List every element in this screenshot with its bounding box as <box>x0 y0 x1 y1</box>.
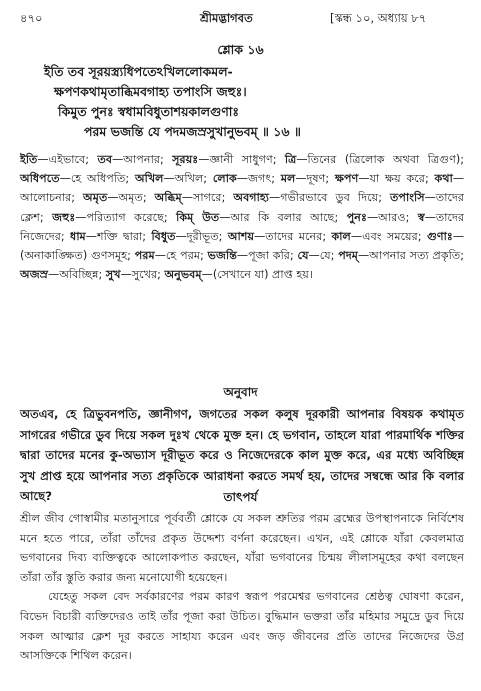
synonym-term: স্ব <box>417 210 425 224</box>
page-header <box>0 10 481 28</box>
synonym-meaning: দূষণ; <box>306 172 330 186</box>
synonym-term: অমৃত <box>83 191 108 205</box>
synonym-meaning: শক্তি দ্বারা; <box>96 229 147 243</box>
synonym-term: অনুভবম্ <box>164 268 202 282</box>
purport-paragraph: শ্রীল জীব গোস্বামীর মতানুসারে পূর্ববর্তী শ্লোকে যে সকল শ্রুতির পরম ব্রহ্মের উপস্থাপনাকে নির্বিশেষ মনে হতে পারে, তাঁরা তাঁদের প্রকৃত উদ্দেশ্য বর্ণনা করেছেন। এখন, এই শ্লোকে যাঁরা কেবলমাত্র ভগবানের দিব্য ব্যক্তিত্বকে আলোকপাত করছেন, যাঁরা ভগবানের চিন্ময় লীলাসমূহের কথা বলছেন তাঁরা তাঁর স্তুতি করার জন্য মনোযোগী হয়েছেন। <box>20 512 464 584</box>
synonym-meaning: আলোচনার; <box>20 191 76 205</box>
synonym-term: অব্ধিম্ <box>154 191 182 205</box>
verse-line: কিমুত পুনঃ স্বধামবিধুতাশয়কালগুণাঃ <box>58 104 240 119</box>
synonym-meaning: গভীরভাবে ডুব দিয়ে; <box>280 191 382 205</box>
synonym-term: সুখ <box>105 268 121 282</box>
synonym-term: লোক <box>212 172 237 186</box>
synonym-meaning: অখিল; <box>174 172 208 186</box>
purport-paragraph: যেহেতু সকল বেদ সর্বকারণের পরম কারণ স্বরূপ পরমেশ্বর ভগবানের শ্রেষ্ঠত্ব ঘোষণা করেন, বিভেদ বিচারী ব্যক্তিদেরও তাই তাঁর পূজা করা উচিত। বুদ্ধিমান ভক্তরা তাঁর মহিমার সমুদ্রে ডুব দিয়ে সকল আত্মার ক্লেশ দূর করতে সাহায্য করেন এবং জড় জীবনের প্রতি তাদের নিজেদের উগ্র আসক্তিকে শিথিল করেন। <box>20 590 464 663</box>
verse-text <box>44 62 464 142</box>
book-title: শ্রীমদ্ভাগবত <box>200 11 253 25</box>
synonym-term: ভজন্তি <box>207 249 237 263</box>
synonym-meaning: জ্ঞানী সাধুগণ; <box>209 153 277 166</box>
word-for-word-synonyms: ইতি—এইভাবে; তব—আপনার; সূরয়ঃ—জ্ঞানী সাধুগণ; ত্রি—তিনের (ত্রিলোক অথবা ত্রিগুণ); অধিপতে—হে অধিপতি; অখিল—অখিল; লোক—জগৎ; মল—দূষণ; ক্ষপণ—যা ক্ষয় করে; কথা—আলোচনার; অমৃত—অমৃত; অব্ধিম্—সাগরে; অবগাহ্য—গভীরভাবে ডুব দিয়ে; তপাংসি—তাদের ক্লেশ; জহুঃ—পরিত্যাগ করেছে; কিম্ উত—আর কি বলার আছে; পুনঃ—আরও; স্ব—তাদের নিজেদের; ধাম—শক্তি দ্বারা; বিধুত—দূরীভূত; আশয়—তাদের মনের; কাল—এবং সময়ের; গুণাঃ—(অনাকাঙ্ক্ষিত) গুণসমূহ; পরম—হে পরম; ভজন্তি—পূজা করি; যে—যে; পদম্—আপনার সত্য প্রকৃতি; অজস্র—অবিচ্ছিন্ন; সুখ—সুখের; অনুভবম্—(সেখানে যা) প্রাপ্ত হয়। <box>20 153 465 282</box>
synonym-term: ইতি <box>20 153 38 166</box>
synonym-meaning: সাগরে; <box>192 191 226 205</box>
canto-chapter-reference: [স্কন্ধ ১০, অধ্যায় ৮৭ <box>330 11 427 25</box>
synonym-meaning: সুখের; <box>131 268 161 282</box>
page-number: ৪৭০ <box>20 11 43 25</box>
translation-text: অতএব, হে ত্রিভুবনপতি, জ্ঞানীগণ, জগতের সকল কলুষ দূরকারী আপনার বিষয়ক কথামৃত সাগরের গভীরে ডুব দিয়ে সকল দুঃখ থেকে মুক্ত হন। হে ভগবান, তাহলে যারা পারমার্থিক শক্তির দ্বারা তাদের মনের কু-অভ্যাস দূরীভূত করে ও নিজেদেরকে কাল মুক্ত করে, এর মধ্যে অবিচ্ছিন্ন সুখ প্রাপ্ত হয়ে আপনার সত্য প্রকৃতিকে আরাধনা করতে সমর্থ হয়, তাদের সম্বন্ধে আর কি বলার আছে? <box>20 407 464 503</box>
synonym-meaning: (সেখানে যা) প্রাপ্ত হয়। <box>212 268 313 282</box>
synonym-term: বিধুত <box>151 229 176 243</box>
verse-line: পরম ভজন্তি যে পদমজস্রসুখানুভবম্ ॥ ১৬ ॥ <box>84 124 301 139</box>
synonym-meaning: এইভাবে; <box>48 153 90 166</box>
synonym-term: অধিপতে <box>20 172 60 186</box>
synonym-term: পরম <box>134 249 155 263</box>
synonym-meaning: তাদের নিজেদের; <box>20 210 465 243</box>
synonym-meaning: তাদের মনের; <box>265 229 327 243</box>
synonym-term: কিম্ উত <box>176 210 220 224</box>
synonym-term: অখিল <box>134 172 164 186</box>
synonym-meaning: দূরীভূত; <box>186 229 223 243</box>
synonym-meaning: আপনার সত্য প্রকৃতি; <box>369 249 465 263</box>
synonym-term: সূরয়ঃ <box>172 153 199 166</box>
synonym-meaning: হে অধিপতি; <box>70 172 130 186</box>
synonym-term: আশয় <box>227 229 255 243</box>
synonym-meaning: আরও; <box>378 210 410 224</box>
synonym-term: কথা <box>434 172 453 186</box>
synonym-term: জহুঃ <box>52 210 76 224</box>
synonym-meaning: অবিচ্ছিন্ন; <box>59 268 103 282</box>
synonym-meaning: তিনের (ত্রিলোক অথবা ত্রিগুণ); <box>307 153 464 166</box>
synonym-term: ক্ষপণ <box>334 172 359 186</box>
synonym-meaning: জগৎ; <box>247 172 276 186</box>
synonym-term: মল <box>280 172 296 186</box>
synonym-term: ধাম <box>70 229 86 243</box>
synonym-term: পদম্ <box>338 249 358 263</box>
synonym-term: গুণাঃ <box>426 229 453 243</box>
verse-line: ইতি তব সূরয়স্ত্র্যধিপতেঽখিললোকমল- <box>44 64 233 79</box>
synonym-term: অবগাহ্য <box>233 191 270 205</box>
synonym-meaning: তাদের ক্লেশ; <box>20 191 464 224</box>
synonym-meaning: যে; <box>319 249 335 263</box>
synonym-term: পুনঃ <box>346 210 367 224</box>
synonym-term: অজস্র <box>20 268 48 282</box>
synonym-meaning: অমৃত; <box>118 191 147 205</box>
synonym-term: কাল <box>331 229 351 243</box>
purport-heading: তাৎপর্য <box>223 490 258 504</box>
synonym-meaning: পরিত্যাগ করেছে; <box>86 210 168 224</box>
translation-heading: অনুবাদ <box>223 385 258 399</box>
synonym-meaning: আপনার; <box>123 153 164 166</box>
synonym-meaning: আর কি বলার আছে; <box>230 210 339 224</box>
synonym-meaning: হে পরম; <box>165 249 204 263</box>
synonym-term: তপাংসি <box>390 191 425 205</box>
synonym-term: তব <box>97 153 113 166</box>
synonym-meaning: যা ক্ষয় করে; <box>369 172 429 186</box>
synonym-term: যে <box>297 249 309 263</box>
purport-body <box>20 509 464 666</box>
synonym-meaning: পূজা করি; <box>248 249 294 263</box>
verse-title: শ্লোক ১৬ <box>217 42 264 57</box>
synonym-meaning: এবং সময়ের; <box>362 229 422 243</box>
verse-line: ক্ষপণকথামৃতাব্ধিমবগাহ্য তপাংসি জহুঃ। <box>54 84 247 99</box>
synonym-meaning: (অনাকাঙ্ক্ষিত) গুণসমূহ; <box>20 249 131 263</box>
synonym-term: ত্রি <box>284 153 297 166</box>
